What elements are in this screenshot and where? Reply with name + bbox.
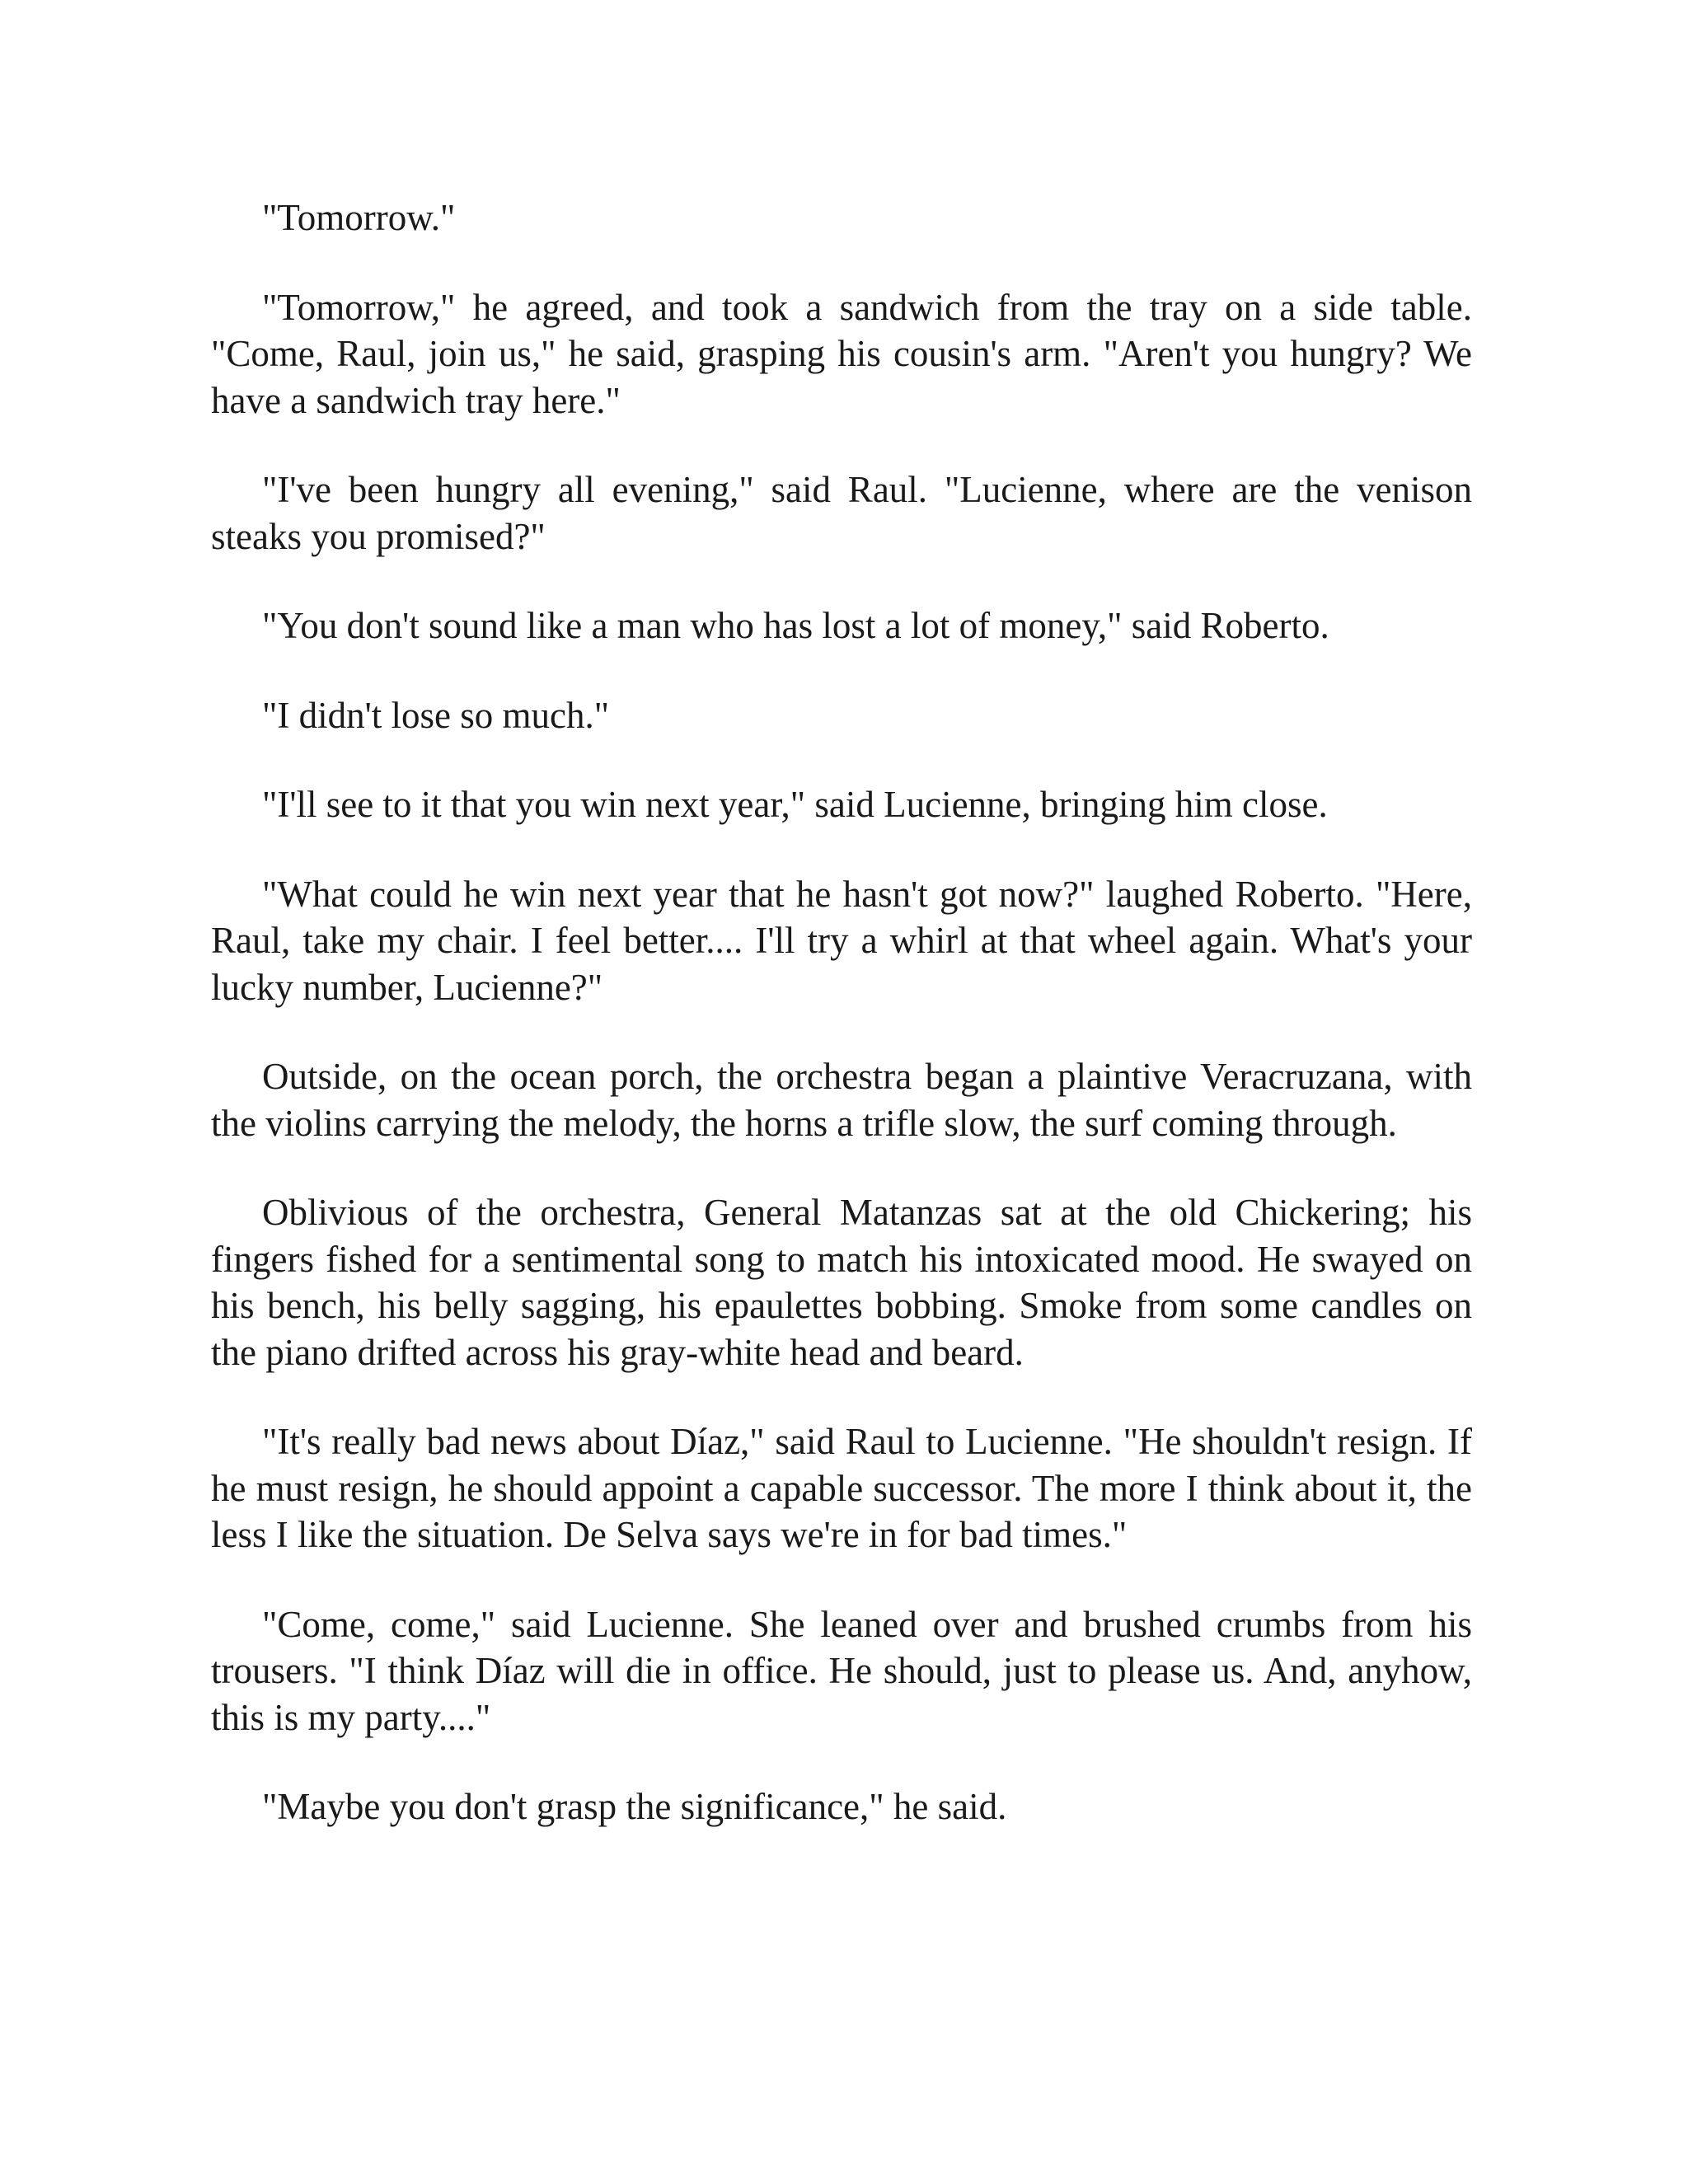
paragraph-11: "Come, come," said Lucienne. She leaned over and brushed crumbs from his trousers. "I think Díaz will die in office. He should, just to please us. And, anyhow, this is my party...." [211,1603,1472,1738]
paragraph-10: "It's really bad news about Díaz," said Raul to Lucienne. "He shouldn't resign. If he must resign, he should appoint a capable successor. The more I think about it, the less I like the situation. De Selva says we're in for bad times." [211,1421,1472,1555]
paragraph-1: "Tomorrow." [262,197,456,238]
paragraph-4: "You don't sound like a man who has lost a lot of money," said Roberto. [262,605,1329,646]
paragraph-7: "What could he win next year that he hasn't got now?" laughed Roberto. "Here, Raul, take my chair. I feel better.... I'll try a whirl at that wheel again. What's your lucky number, Lucienne?" [211,873,1472,1008]
paragraph-8: Outside, on the ocean porch, the orchestra began a plaintive Veracruzana, with the violins carrying the melody, the horns a trifle slow, the surf coming through. [211,1056,1472,1144]
document-page [211,194,1472,1830]
paragraph-12: "Maybe you don't grasp the significance," he said. [262,1786,1007,1827]
paragraph-5: "I didn't lose so much." [262,694,610,736]
paragraph-3: "I've been hungry all evening," said Raul. "Lucienne, where are the venison steaks you promised?" [211,469,1472,557]
paragraph-6: "I'll see to it that you win next year," said Lucienne, bringing him close. [262,784,1328,825]
paragraph-2: "Tomorrow," he agreed, and took a sandwich from the tray on a side table. "Come, Raul, join us," he said, grasping his cousin's arm. "Aren't you hungry? We have a sandwich tray here." [211,286,1472,421]
paragraph-9: Oblivious of the orchestra, General Matanzas sat at the old Chickering; his fingers fished for a sentimental song to match his intoxicated mood. He swayed on his bench, his belly sagging, his epaulettes bobbing. Smoke from some candles on the piano drifted across his gray-white head and beard. [211,1192,1472,1373]
